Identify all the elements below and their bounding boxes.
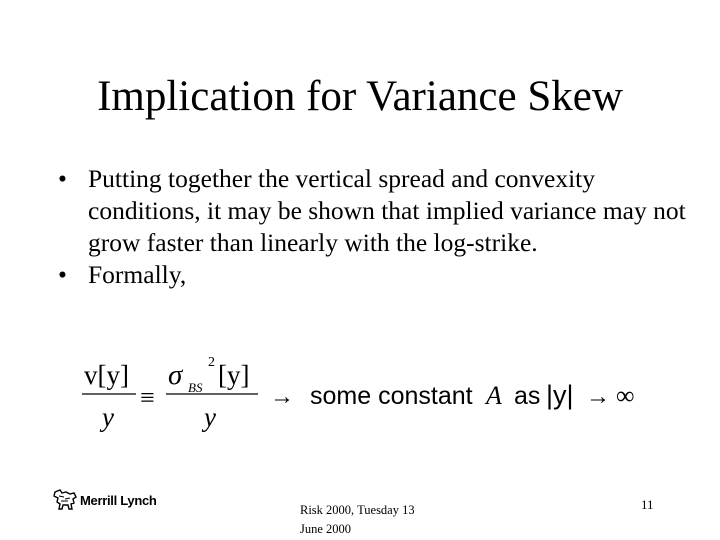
logo-text: Merrill Lynch [80, 492, 157, 508]
bullet-list [58, 163, 698, 291]
sigma-symbol: σ [168, 359, 183, 391]
equiv-symbol: ≡ [140, 383, 155, 412]
bullet-marker: • [58, 260, 67, 289]
abs-y: |y| [546, 380, 574, 410]
bull-icon [52, 488, 78, 512]
formula-left-denominator: y [102, 402, 114, 432]
bullet-text: Formally, [88, 260, 187, 289]
constant-symbol: A [486, 381, 502, 410]
infinity-symbol: ∞ [616, 381, 635, 410]
limit-arrow-2: → [586, 384, 610, 410]
footer-event-line1: Risk 2000, Tuesday 13 [300, 503, 415, 517]
as-word: as [514, 382, 541, 410]
footer-event [300, 501, 450, 539]
sigma-subscript: BS [188, 380, 203, 395]
sigma-superscript: 2 [208, 355, 215, 370]
merrill-lynch-logo [52, 488, 157, 512]
formula [80, 348, 660, 438]
sigma-argument: [y] [218, 360, 250, 390]
bullet-item [58, 163, 698, 259]
limit-text: some constant [310, 382, 473, 410]
slide-title: Implication for Variance Skew [97, 73, 623, 120]
limit-arrow: → [270, 384, 294, 410]
bullet-marker: • [58, 164, 67, 193]
page-number: 11 [641, 497, 654, 512]
bullet-text: Putting together the vertical spread and convexity conditions, it may be shown that implied variance may not grow faster than linearly with the log-strike. [88, 164, 686, 257]
formula-right-denominator: y [204, 402, 216, 432]
footer-event-line2: June 2000 [300, 522, 352, 536]
bullet-item [58, 259, 698, 291]
formula-left-numerator: v[y] [84, 360, 129, 390]
